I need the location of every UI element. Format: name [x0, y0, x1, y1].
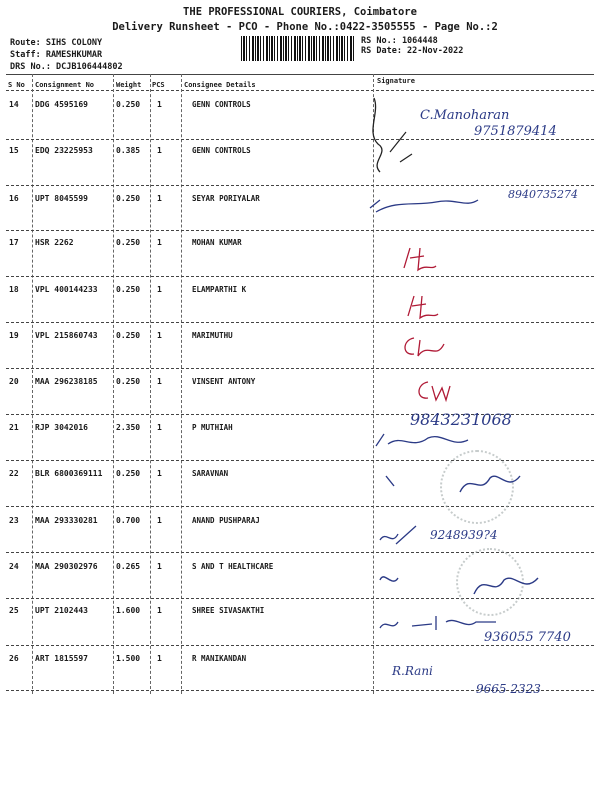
cell-pcs: 1	[157, 100, 162, 109]
cell-consignee: ANAND PUSHPARAJ	[192, 516, 260, 525]
signature-phone-23: 9248939?4	[430, 528, 498, 542]
cell-consignee: MOHAN KUMAR	[192, 238, 242, 247]
cell-consignee: GENN CONTROLS	[192, 100, 251, 109]
barcode	[241, 36, 355, 61]
signature-scribble	[414, 376, 454, 406]
cell-sno: 22	[9, 469, 19, 478]
signature-phone-21: 9843231068	[410, 410, 512, 429]
cell-consignment: RJP 3042016	[35, 423, 88, 432]
cell-sno: 26	[9, 654, 19, 663]
signature-phone-16: 8940735274	[508, 188, 578, 201]
runsheet-subtitle: Delivery Runsheet - PCO - Phone No.:0422-3505555 - Page No.:2	[112, 21, 498, 33]
row-separator	[6, 322, 594, 323]
cell-weight: 0.250	[116, 194, 141, 203]
signature-scribble	[400, 332, 450, 362]
cell-consignment: HSR 2262	[35, 238, 74, 247]
signature-phone-26: 9665 2323	[476, 682, 541, 696]
staff-label: Staff: RAMESHKUMAR	[10, 50, 103, 60]
row-separator	[6, 230, 594, 231]
company-title: THE PROFESSIONAL COURIERS, Coimbatore	[183, 6, 417, 18]
cell-sno: 24	[9, 562, 19, 571]
col-header-consignee: Consignee Details	[184, 81, 256, 89]
cell-consignee: S AND T HEALTHCARE	[192, 562, 274, 571]
cell-sno: 16	[9, 194, 19, 203]
cell-weight: 1.500	[116, 654, 141, 663]
cell-consignment: VPL 215860743	[35, 331, 98, 340]
cell-pcs: 1	[157, 238, 162, 247]
cell-consignee: R MANIKANDAN	[192, 654, 247, 663]
col-header-consignment: Consignment No	[35, 81, 95, 89]
cell-sno: 19	[9, 331, 19, 340]
signature-scribble	[400, 244, 440, 274]
cell-consignment: UPT 2102443	[35, 606, 88, 615]
row-separator	[6, 139, 594, 140]
column-divider	[150, 74, 151, 694]
cell-weight: 0.250	[116, 331, 141, 340]
cell-pcs: 1	[157, 562, 162, 571]
cell-sno: 25	[9, 606, 19, 615]
cell-weight: 0.250	[116, 285, 141, 294]
cell-weight: 0.700	[116, 516, 141, 525]
cell-pcs: 1	[157, 377, 162, 386]
cell-pcs: 1	[157, 331, 162, 340]
cell-consignment: EDQ 23225953	[35, 146, 93, 155]
cell-pcs: 1	[157, 516, 162, 525]
cell-consignee: GENN CONTROLS	[192, 146, 251, 155]
signature-scribble	[380, 462, 540, 502]
table-top-rule	[6, 74, 594, 75]
cell-consignee: SEYAR PORIYALAR	[192, 194, 260, 203]
cell-consignment: MAA 293330281	[35, 516, 98, 525]
signature-scribble	[404, 292, 444, 322]
cell-weight: 0.250	[116, 238, 141, 247]
signature-scribble	[360, 92, 420, 182]
col-header-signature: Signature	[377, 77, 415, 85]
signature-phone-14: 9751879414	[474, 124, 557, 139]
cell-pcs: 1	[157, 285, 162, 294]
cell-consignment: DDG 4595169	[35, 100, 88, 109]
cell-consignment: UPT 8045599	[35, 194, 88, 203]
cell-consignee: SARAVNAN	[192, 469, 229, 478]
col-header-pcs: PCS	[152, 81, 165, 89]
signature-name-14: C.Manoharan	[420, 108, 510, 123]
cell-consignee: MARIMUTHU	[192, 331, 233, 340]
cell-weight: 0.385	[116, 146, 141, 155]
cell-consignment: BLR 6800369111	[35, 469, 103, 478]
cell-consignee: SHREE SIVASAKTHI	[192, 606, 265, 615]
cell-weight: 0.265	[116, 562, 141, 571]
cell-consignment: ART 1815597	[35, 654, 88, 663]
cell-pcs: 1	[157, 146, 162, 155]
cell-consignment: VPL 400144233	[35, 285, 98, 294]
cell-sno: 20	[9, 377, 19, 386]
cell-sno: 23	[9, 516, 19, 525]
route-label: Route: SIHS COLONY	[10, 38, 103, 48]
cell-pcs: 1	[157, 606, 162, 615]
row-separator	[6, 368, 594, 369]
column-divider	[113, 74, 114, 694]
drs-number: DRS No.: DCJB106444802	[10, 62, 123, 72]
cell-weight: 1.600	[116, 606, 141, 615]
column-divider	[181, 74, 182, 694]
col-header-weight: Weight	[116, 81, 142, 89]
cell-weight: 0.250	[116, 469, 141, 478]
cell-weight: 2.350	[116, 423, 141, 432]
cell-pcs: 1	[157, 194, 162, 203]
signature-phone-25: 936055 7740	[484, 630, 571, 645]
signature-name-26: R.Rani	[392, 664, 433, 678]
cell-weight: 0.250	[116, 377, 141, 386]
cell-sno: 14	[9, 100, 19, 109]
cell-weight: 0.250	[116, 100, 141, 109]
cell-consignment: MAA 290302976	[35, 562, 98, 571]
signature-scribble	[374, 564, 554, 604]
row-separator	[6, 460, 594, 461]
cell-sno: 21	[9, 423, 19, 432]
cell-pcs: 1	[157, 469, 162, 478]
cell-sno: 15	[9, 146, 19, 155]
row-separator	[6, 185, 594, 186]
col-header-sno: S No	[8, 81, 25, 89]
header-rule	[6, 90, 594, 91]
signature-scribble	[366, 190, 516, 220]
cell-sno: 18	[9, 285, 19, 294]
cell-pcs: 1	[157, 423, 162, 432]
rs-date: RS Date: 22-Nov-2022	[361, 46, 464, 56]
cell-consignee: ELAMPARTHI K	[192, 285, 247, 294]
cell-consignment: MAA 296238185	[35, 377, 98, 386]
cell-consignee: P MUTHIAH	[192, 423, 233, 432]
cell-sno: 17	[9, 238, 19, 247]
signature-scribble	[372, 428, 492, 452]
rs-number: RS No.: 1064448	[361, 36, 438, 46]
cell-pcs: 1	[157, 654, 162, 663]
cell-consignee: VINSENT ANTONY	[192, 377, 256, 386]
column-divider	[32, 74, 33, 694]
signature-scribble	[376, 520, 426, 550]
row-separator	[6, 645, 594, 646]
row-separator	[6, 276, 594, 277]
